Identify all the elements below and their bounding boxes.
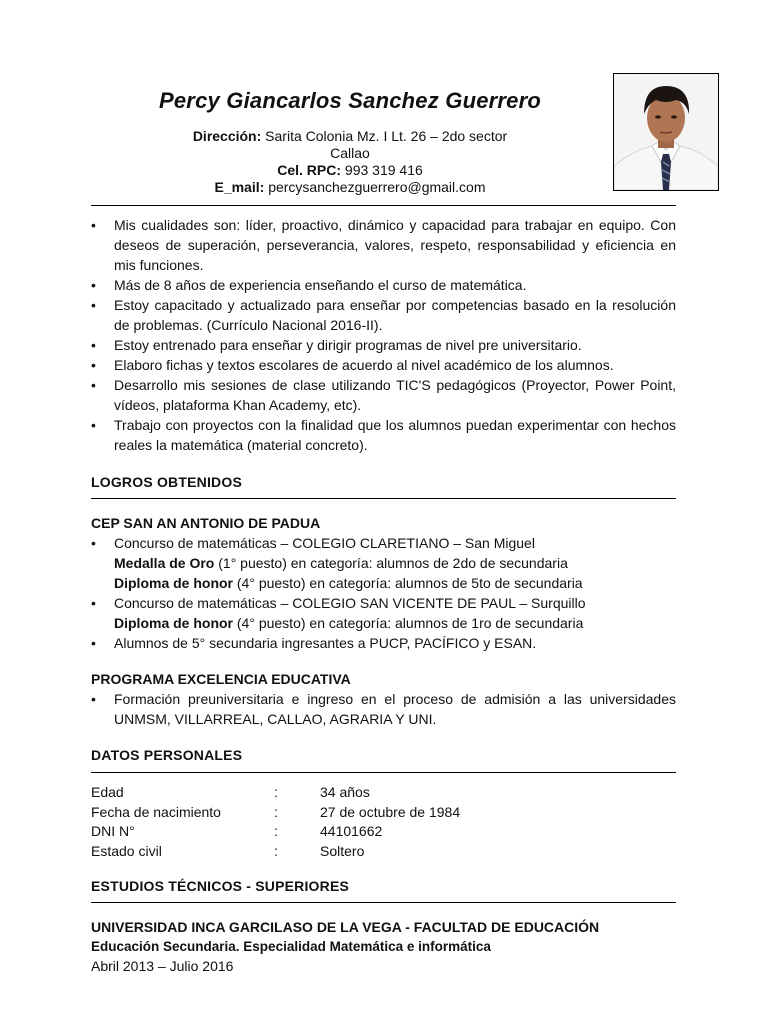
email-label: E_mail: — [214, 179, 265, 195]
logros-divider — [91, 498, 676, 499]
profile-item: • Trabajo con proyectos con la finalidad que los alumnos puedan experimentar con hechos reales la matemática (material concreto). — [91, 417, 676, 453]
email-line — [90, 179, 610, 196]
logros-title: LOGROS OBTENIDOS — [91, 474, 242, 490]
datos-row: Fecha de nacimiento : 27 de octubre de 1984 — [91, 803, 461, 820]
bullet-icon: • — [91, 277, 96, 293]
bullet-icon: • — [91, 217, 96, 233]
datos-row: Edad : 34 años — [91, 784, 370, 800]
phone-line — [90, 162, 610, 179]
bullet-icon: • — [91, 595, 96, 611]
phone-label: Cel. RPC: — [277, 162, 342, 178]
bullet-icon: • — [91, 635, 96, 651]
org-title-programa: PROGRAMA EXCELENCIA EDUCATIVA — [91, 671, 351, 687]
address-city: Callao — [330, 145, 370, 161]
address-label: Dirección: — [192, 128, 262, 144]
email-value: percysanchezguerrero@gmail.com — [268, 179, 486, 195]
profile-item: • Estoy entrenado para enseñar y dirigir programas de nivel pre universitario. — [91, 337, 582, 353]
estudios-title: ESTUDIOS TÉCNICOS - SUPERIORES — [91, 878, 350, 894]
datos-row: DNI N° : 44101662 — [91, 823, 383, 839]
bullet-icon: • — [91, 535, 96, 551]
bullet-icon: • — [91, 357, 96, 373]
award-line: Medalla de Oro (1° puesto) en categoría: alumnos de 2do de secundaria — [114, 555, 568, 571]
achievement-item: • Alumnos de 5° secundaria ingresantes a PUCP, PACÍFICO y ESAN. — [91, 635, 537, 651]
contest-item: • Concurso de matemáticas – COLEGIO SAN VICENTE DE PAUL – Surquillo — [91, 595, 586, 611]
bullet-icon: • — [91, 417, 96, 433]
bullet-icon: • — [91, 297, 96, 313]
award-line: Diploma de honor (4° puesto) en categoría: alumnos de 5to de secundaria — [114, 575, 583, 591]
profile-photo — [613, 73, 719, 191]
contest-item: • Concurso de matemáticas – COLEGIO CLARETIANO – San Miguel — [91, 535, 535, 551]
logros-list-2 — [91, 593, 676, 613]
datos-row: Estado civil : Soltero — [91, 842, 365, 859]
org-title-cep: CEP SAN AN ANTONIO DE PADUA — [91, 515, 321, 531]
profile-list — [91, 215, 676, 455]
achievement-item: • Formación preuniversitaria e ingreso en el proceso de admisión a las universidades UNMSM, VILLARREAL, CALLAO, AGRARIA Y UNI. — [91, 691, 676, 727]
program-name: Educación Secundaria. Especialidad Matemática e informática — [91, 939, 491, 954]
institution-name: UNIVERSIDAD INCA GARCILASO DE LA VEGA - FACULTAD DE EDUCACIÓN — [91, 919, 600, 935]
datos-title: DATOS PERSONALES — [91, 747, 243, 763]
logros-list-4 — [91, 689, 676, 729]
address-value: Sarita Colonia Mz. I Lt. 26 – 2do sector — [265, 128, 508, 144]
address-line — [90, 128, 610, 145]
logros-list-1 — [91, 533, 676, 553]
profile-item: • Estoy capacitado y actualizado para enseñar por competencias basado en la resolución de problemas. (Currículo Nacional 2016-II). — [91, 297, 676, 333]
person-name: Percy Giancarlos Sanchez Guerrero — [159, 88, 541, 113]
award-line: Diploma de honor (4° puesto) en categoría: alumnos de 1ro de secundaria — [114, 615, 584, 631]
bullet-icon: • — [91, 337, 96, 353]
study-dates: Abril 2013 – Julio 2016 — [91, 958, 234, 974]
bullet-icon: • — [91, 377, 96, 393]
datos-table — [91, 783, 676, 861]
estudios-divider — [91, 902, 676, 903]
cv-header — [90, 74, 610, 196]
header-divider — [91, 205, 676, 206]
profile-item: • Elaboro fichas y textos escolares de acuerdo al nivel académico de los alumnos. — [91, 357, 614, 373]
profile-item: • Más de 8 años de experiencia enseñando el curso de matemática. — [91, 277, 527, 293]
datos-divider — [91, 772, 676, 773]
bullet-icon: • — [91, 691, 96, 707]
profile-item: • Desarrollo mis sesiones de clase utilizando TIC'S pedagógicos (Proyector, Power Point, vídeos, plataforma Khan Academy, etc). — [91, 377, 676, 413]
phone-value: 993 319 416 — [344, 162, 423, 178]
cv-content — [91, 205, 676, 976]
logros-list-3 — [91, 633, 676, 653]
profile-item: • Mis cualidades son: líder, proactivo, dinámico y capacidad para trabajar en equipo. Con deseos de superación, perseverancia, valores, respeto, responsabilidad y eficiencia en mis funciones. — [91, 217, 676, 273]
